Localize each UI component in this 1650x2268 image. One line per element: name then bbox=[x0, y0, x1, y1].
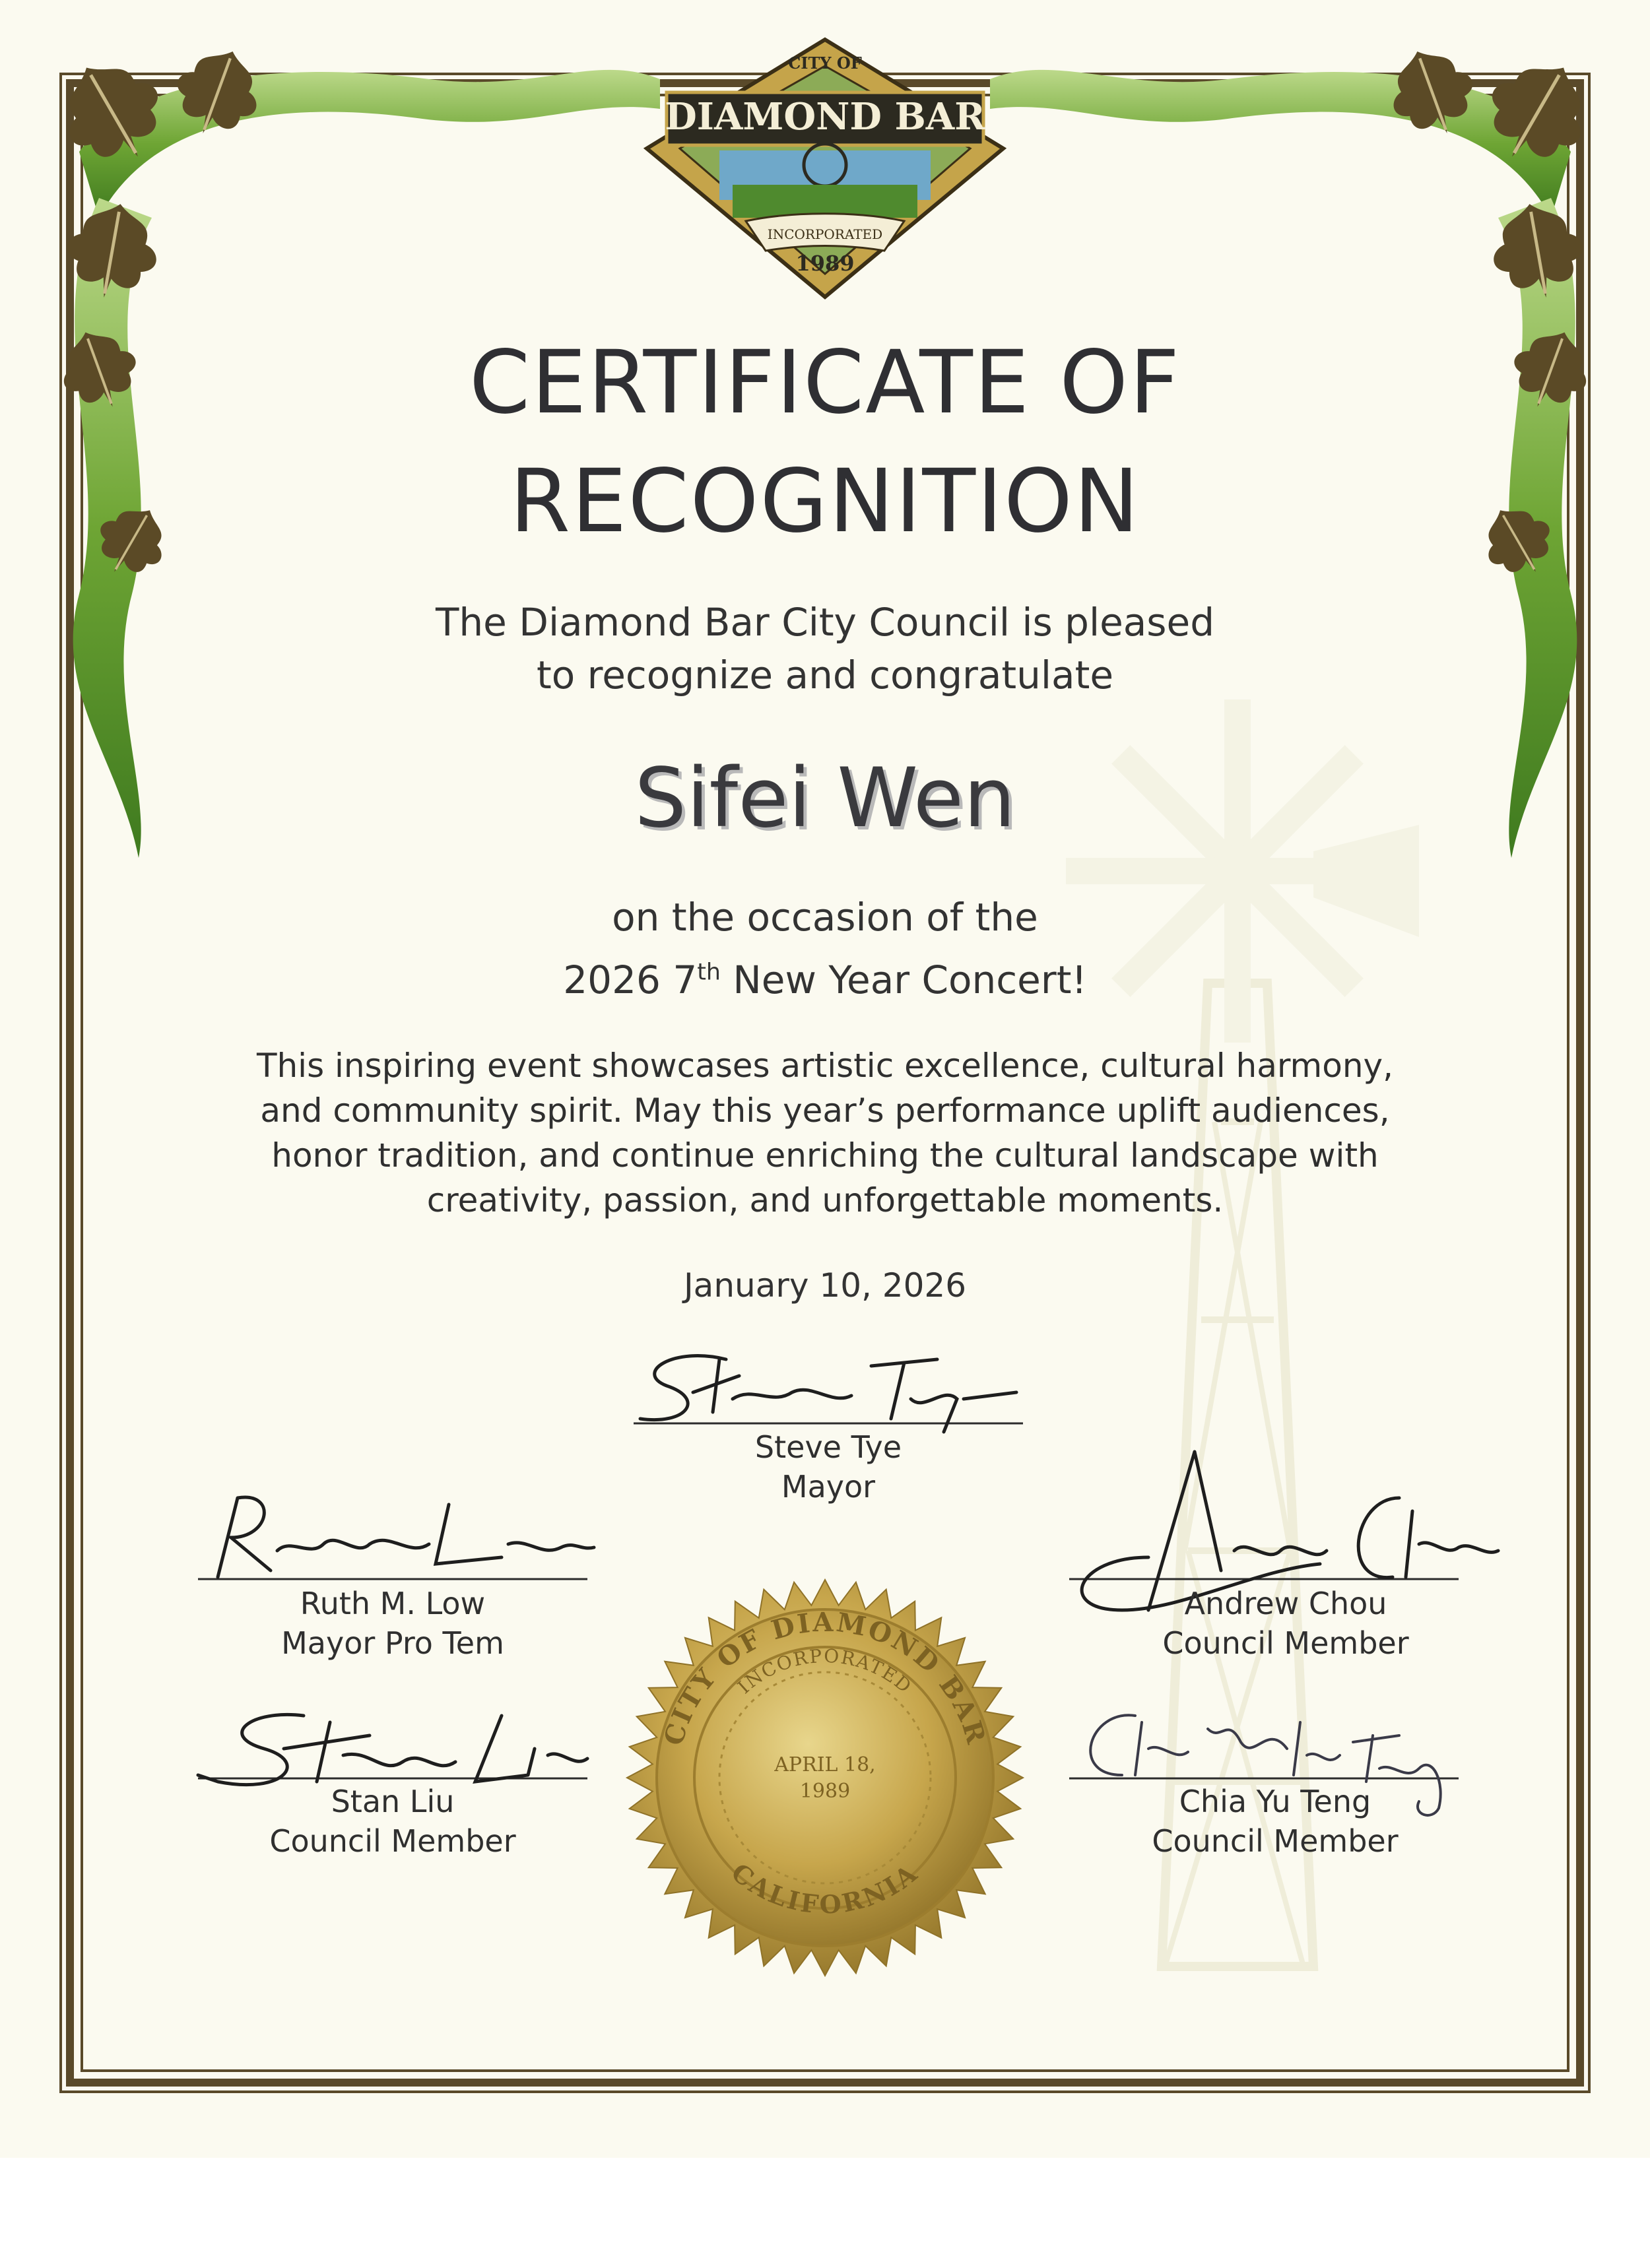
logo-year: 1989 bbox=[795, 251, 855, 276]
signatory-mayor bbox=[597, 1427, 1059, 1507]
signature-steve-tye bbox=[640, 1356, 1016, 1432]
signatory-title: Mayor bbox=[781, 1469, 876, 1505]
seal-date-line1: APRIL 18, bbox=[774, 1753, 876, 1776]
seal-date-line2: 1989 bbox=[799, 1780, 851, 1803]
body-line: and community spirit. May this year’s performance uplift audiences, bbox=[260, 1091, 1390, 1130]
city-logo bbox=[647, 40, 1003, 297]
gold-seal bbox=[627, 1580, 1023, 1976]
body-line: honor tradition, and continue enriching the cultural landscape with bbox=[271, 1136, 1379, 1175]
occasion-suffix: th bbox=[697, 959, 721, 986]
signatory-council-member-chou bbox=[1055, 1584, 1517, 1663]
certificate-title-line2: RECOGNITION bbox=[510, 451, 1140, 552]
signatory-title: Mayor Pro Tem bbox=[281, 1625, 504, 1661]
seal-ring-text: CITY OF DIAMOND BAR bbox=[657, 1606, 993, 1749]
logo-banner: INCORPORATED bbox=[767, 226, 883, 242]
signatory-name: Chia Yu Teng bbox=[1179, 1784, 1371, 1819]
signatory-title: Council Member bbox=[269, 1823, 516, 1859]
logo-top-text: CITY OF bbox=[788, 53, 862, 73]
signatory-council-member-teng bbox=[1044, 1782, 1506, 1861]
signatory-council-member-liu bbox=[162, 1782, 624, 1861]
signatory-title: Council Member bbox=[1162, 1625, 1409, 1661]
occasion-event: New Year Concert! bbox=[720, 957, 1087, 1002]
signature-stan-liu bbox=[198, 1714, 587, 1784]
body-line: creativity, passion, and unforgettable moments. bbox=[426, 1181, 1224, 1219]
intro-line2: to recognize and congratulate bbox=[536, 653, 1114, 697]
seal-inner-text: INCORPORATED bbox=[733, 1644, 917, 1699]
certificate-date: January 10, 2026 bbox=[683, 1266, 967, 1305]
certificate-title-line1: CERTIFICATE OF bbox=[469, 332, 1181, 434]
signature-ruth-low bbox=[218, 1497, 594, 1577]
signatory-name: Stan Liu bbox=[331, 1784, 455, 1819]
signatory-mayor-pro-tem bbox=[162, 1584, 624, 1663]
occasion-line1: on the occasion of the bbox=[612, 895, 1038, 940]
occasion-line2 bbox=[0, 955, 1650, 1005]
seal-bottom-text: CALIFORNIA bbox=[725, 1857, 925, 1920]
signatory-name: Ruth M. Low bbox=[300, 1586, 486, 1621]
intro-line1: The Diamond Bar City Council is pleased bbox=[435, 600, 1215, 645]
occasion-year: 2026 7 bbox=[563, 957, 698, 1002]
logo-name: DIAMOND BAR bbox=[665, 95, 985, 139]
signatory-name: Steve Tye bbox=[754, 1429, 902, 1465]
body-line: This inspiring event showcases artistic excellence, cultural harmony, bbox=[256, 1047, 1394, 1085]
signatory-name: Andrew Chou bbox=[1184, 1586, 1387, 1621]
recipient-name: Sifei Wen bbox=[634, 751, 1016, 846]
signatory-title: Council Member bbox=[1152, 1823, 1399, 1859]
